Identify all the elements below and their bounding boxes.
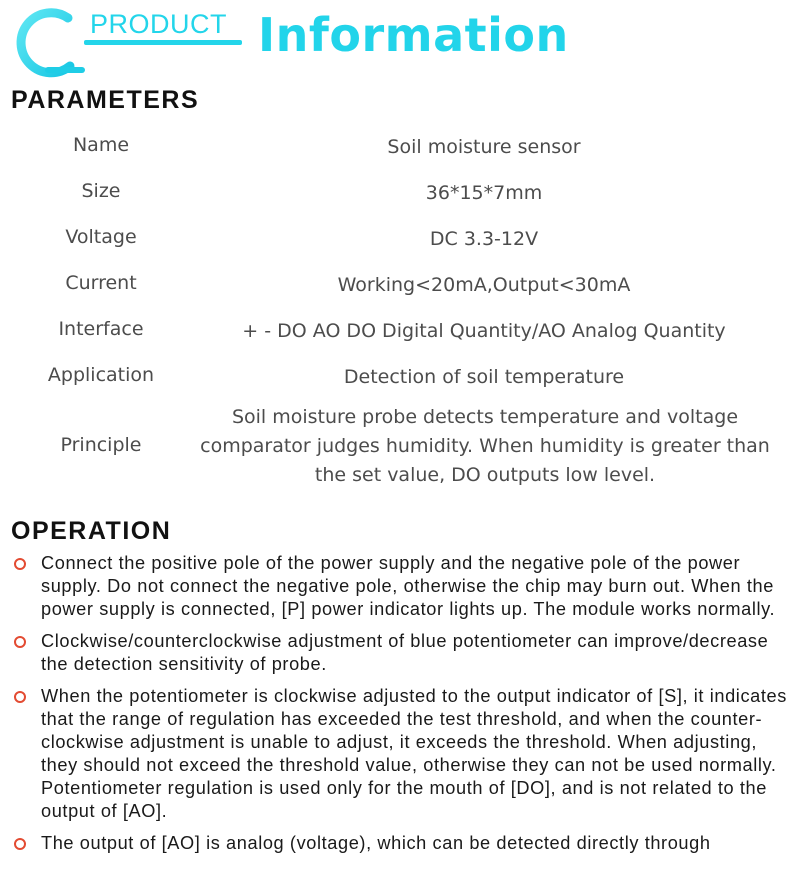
product-badge-label: PRODUCT: [90, 9, 227, 39]
param-label: Interface: [58, 318, 144, 340]
param-value: DC 3.3-12V: [429, 228, 539, 250]
list-item: [14, 685, 794, 823]
list-item: [14, 832, 794, 855]
product-badge-underline: [84, 40, 242, 45]
param-label: Current: [65, 272, 137, 294]
param-value: Soil moisture sensor: [387, 136, 581, 158]
parameters-heading: PARAMETERS: [11, 86, 200, 114]
param-value: Detection of soil temperature: [343, 366, 625, 388]
param-label: Name: [72, 134, 130, 156]
param-value: 36*15*7mm: [425, 182, 543, 204]
param-label: Application: [47, 364, 155, 386]
operation-heading: OPERATION: [11, 517, 172, 545]
ring-bullet-icon: [14, 691, 26, 703]
ring-bullet-icon: [14, 558, 26, 570]
operation-list: [14, 552, 794, 864]
param-value: + - DO AO DO Digital Quantity/AO Analog Quantity: [242, 320, 726, 342]
param-label: Size: [81, 180, 121, 202]
list-item: [14, 630, 794, 676]
operation-text: When the potentiometer is clockwise adjusted to the output indicator of [S], it indicates that the range of regulation has exceeded the test threshold, and when the counter-clockwise adjustment is unable to adjust, it exceeds the threshold. When adjusting, they should not exceed the threshold value, otherwise they can not be used normally. Potentiometer regulation is used only for the mouth of [DO], and is not related to the output of [AO].: [41, 686, 787, 821]
operation-text: Clockwise/counterclockwise adjustment of blue potentiometer can improve/decrease the detection sensitivity of probe.: [41, 631, 769, 674]
ring-bullet-icon: [14, 636, 26, 648]
list-item: [14, 552, 794, 621]
operation-text: Connect the positive pole of the power supply and the negative pole of the power supply. Do not connect the negative pole, otherwise the chip may burn out. When the power supply is connected, [P] power indicator lights up. The module works normally.: [41, 553, 776, 619]
operation-text: The output of [AO] is analog (voltage), which can be detected directly through: [41, 833, 711, 853]
ring-bullet-icon: [14, 838, 26, 850]
page-title: Information: [258, 8, 569, 62]
param-label: Principle: [60, 434, 142, 456]
param-value-principle: Soil moisture probe detects temperature and voltage comparator judges humidity. When humidity is greater than the set value, DO outputs low level.: [200, 406, 770, 486]
param-value: Working<20mA,Output<30mA: [337, 274, 631, 296]
param-label: Voltage: [65, 226, 137, 248]
